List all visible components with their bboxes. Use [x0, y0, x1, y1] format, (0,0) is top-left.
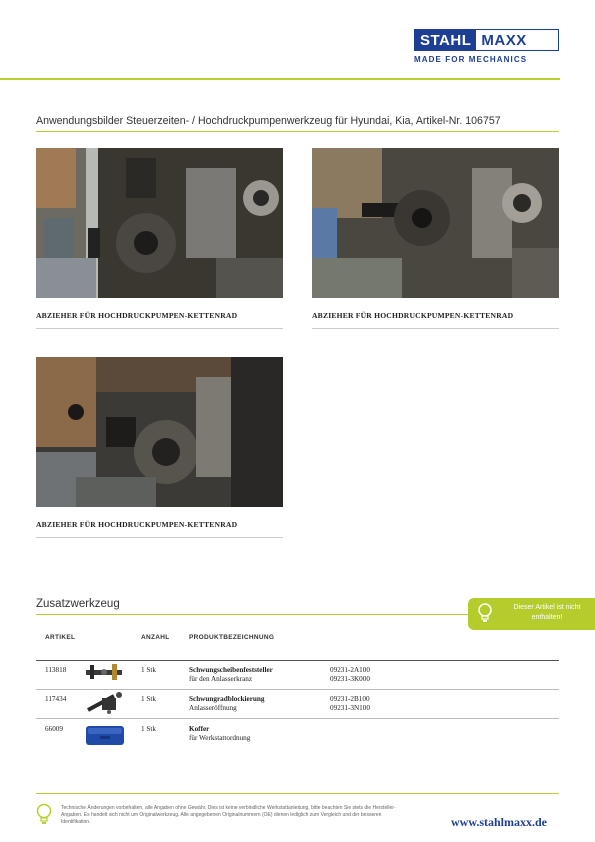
header-divider — [0, 78, 560, 80]
document-title: Anwendungsbilder Steuerzeiten- / Hochdruckpumpenwerkzeug für Hyundai, Kia, Artikel-Nr. 106757 — [36, 115, 501, 127]
caption-divider-3 — [36, 537, 283, 538]
row-1-detail: für den Anlasserkranz — [189, 675, 253, 683]
header-quantity: ANZAHL — [141, 634, 170, 641]
application-photo-3 — [36, 357, 283, 507]
website-link[interactable]: www.stahlmaxx.de — [451, 815, 548, 829]
row-3-article: 66009 — [45, 725, 63, 733]
brand-tagline: MADE FOR MECHANICS — [414, 55, 528, 64]
product-image-66009 — [85, 723, 125, 747]
row-2-article: 117434 — [45, 695, 67, 703]
product-image-113818 — [84, 661, 124, 685]
row-2-oe-2: 09231-3N100 — [330, 704, 370, 712]
application-photo-2 — [312, 148, 559, 298]
row-2-oe-1: 09231-2B100 — [330, 695, 370, 703]
logo-left-text: STAHL — [415, 30, 476, 50]
row-1-oe-2: 09231-3K000 — [330, 675, 370, 683]
row-2-quantity: 1 Stk — [141, 695, 156, 703]
row-divider-2 — [36, 718, 559, 719]
logo-right-text: MAXX — [481, 31, 527, 49]
not-included-text: Dieser Artikel ist nicht enthalten! — [513, 604, 581, 621]
photo-caption-3: ABZIEHER FÜR HOCHDRUCKPUMPEN-KETTENRAD — [36, 520, 238, 529]
row-3-name: Koffer — [189, 725, 210, 733]
row-1-quantity: 1 Stk — [141, 666, 156, 674]
row-2-name: Schwungradblockierung — [189, 695, 265, 703]
caption-divider-1 — [36, 328, 283, 329]
lightbulb-icon — [36, 803, 52, 827]
brand-logo — [414, 29, 559, 51]
title-divider — [36, 131, 559, 132]
photo-caption-1: ABZIEHER FÜR HOCHDRUCKPUMPEN-KETTENRAD — [36, 311, 238, 320]
header-article: ARTIKEL — [45, 634, 76, 641]
caption-divider-2 — [312, 328, 559, 329]
row-2-detail: Anlasseröffnung — [189, 704, 237, 712]
row-1-name: Schwungscheibenfeststeller — [189, 666, 273, 674]
row-3-quantity: 1 Stk — [141, 725, 156, 733]
row-3-detail: für Werkstattordnung — [189, 734, 251, 742]
row-1-oe-1: 09231-2A100 — [330, 666, 370, 674]
footer-divider — [36, 793, 559, 794]
lightbulb-icon — [478, 603, 492, 625]
row-1-article: 113818 — [45, 666, 67, 674]
section-divider — [36, 614, 468, 615]
application-photo-1 — [36, 148, 283, 298]
product-image-117434 — [84, 690, 124, 716]
photo-caption-2: ABZIEHER FÜR HOCHDRUCKPUMPEN-KETTENRAD — [312, 311, 514, 320]
header-description: PRODUKTBEZEICHNUNG — [189, 634, 275, 641]
footer-disclaimer: Technische Änderungen vorbehalten, alle Angaben ohne Gewähr. Dies ist keine verbindliche Werkstattanleitung, bitte beachten Sie stets die Hersteller-Angaben. Es handelt sich nicht um Originalwerkzeug. Alle angegebenen Originalnummern (OE) dienen lediglich zum Vergleich und der besseren Identifikation. — [61, 805, 396, 825]
section-title-accessories: Zusatzwerkzeug — [36, 598, 120, 610]
